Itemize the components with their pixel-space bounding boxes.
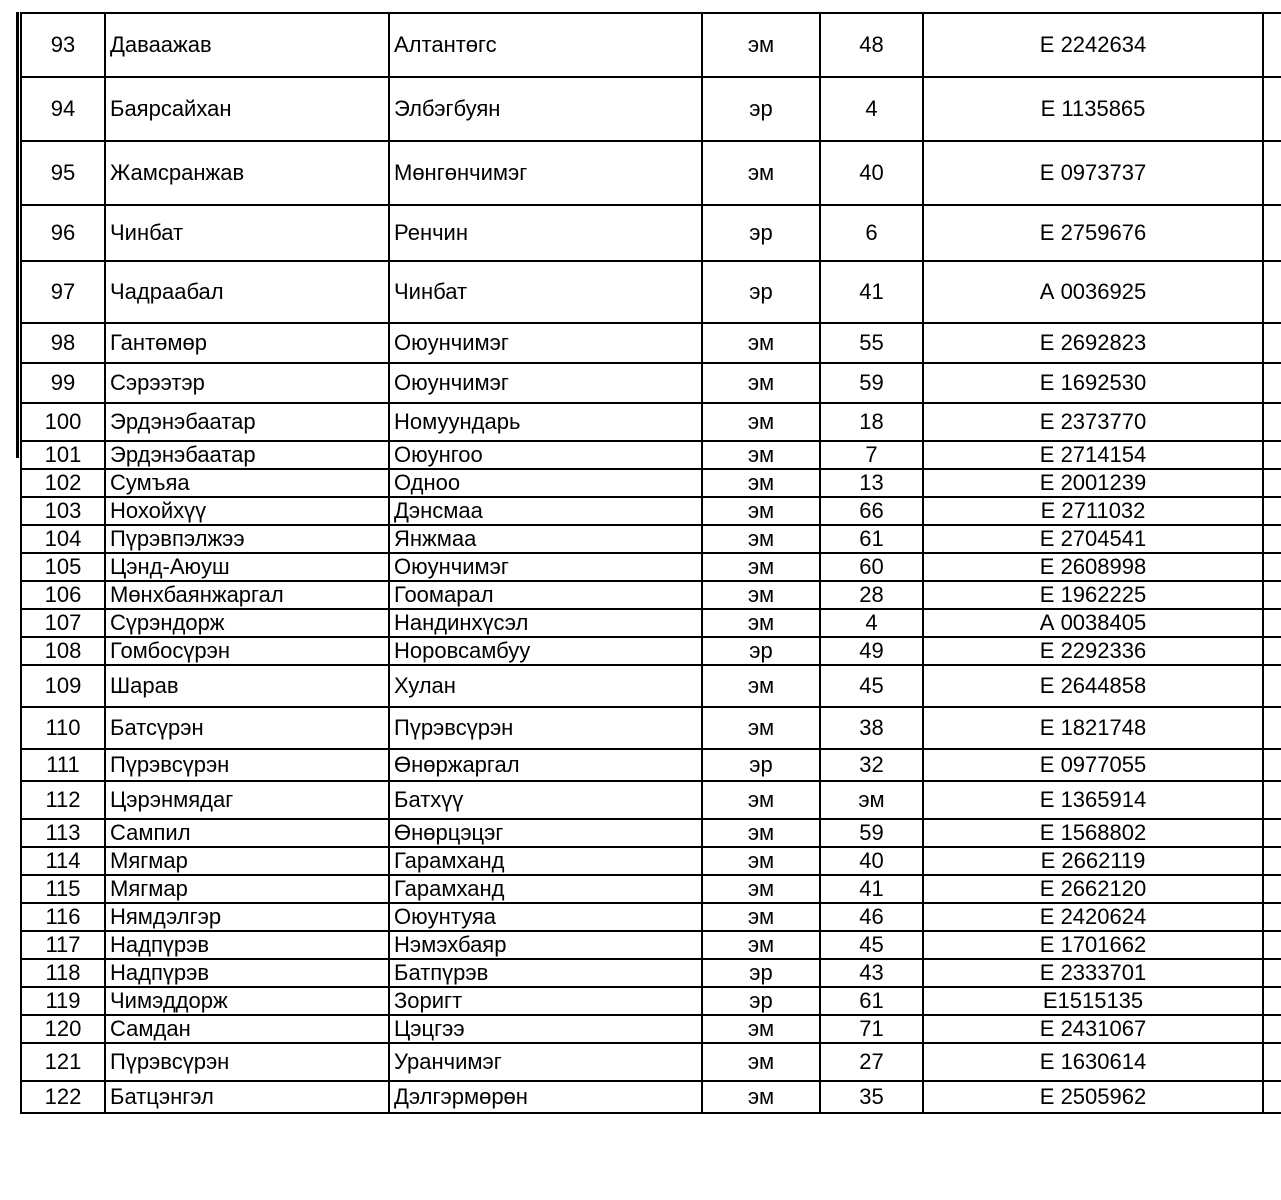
- registration-number-cell: Е 1365914: [923, 781, 1263, 819]
- gender-cell: эм: [702, 323, 820, 363]
- given-name-cell: Чадраабал: [105, 261, 389, 323]
- row-number-cell: 107: [21, 609, 105, 637]
- surname-cell: Зоригт: [389, 987, 702, 1015]
- table-row: [21, 141, 1281, 205]
- registration-number-cell: Е 0973737: [923, 141, 1263, 205]
- age-cell: 40: [820, 141, 923, 205]
- given-name-cell: Сампил: [105, 819, 389, 847]
- registration-number-cell: Е 2644858: [923, 665, 1263, 707]
- given-name-cell: Надпүрэв: [105, 959, 389, 987]
- table-row: [21, 525, 1281, 553]
- trailing-cell: [1263, 525, 1281, 553]
- trailing-cell: [1263, 931, 1281, 959]
- gender-cell: эм: [702, 665, 820, 707]
- gender-cell: эр: [702, 749, 820, 781]
- row-number-cell: 103: [21, 497, 105, 525]
- registration-number-cell: Е 2704541: [923, 525, 1263, 553]
- registration-number-cell: Е 2714154: [923, 441, 1263, 469]
- age-cell: 49: [820, 637, 923, 665]
- surname-cell: Гарамханд: [389, 847, 702, 875]
- surname-cell: Чинбат: [389, 261, 702, 323]
- registration-number-cell: А 0036925: [923, 261, 1263, 323]
- given-name-cell: Цэрэнмядаг: [105, 781, 389, 819]
- trailing-cell: [1263, 875, 1281, 903]
- table-row: [21, 205, 1281, 261]
- registration-number-cell: А 0038405: [923, 609, 1263, 637]
- given-name-cell: Самдан: [105, 1015, 389, 1043]
- given-name-cell: Чимэддорж: [105, 987, 389, 1015]
- age-cell: 71: [820, 1015, 923, 1043]
- gender-cell: эм: [702, 781, 820, 819]
- trailing-cell: [1263, 403, 1281, 441]
- trailing-cell: [1263, 469, 1281, 497]
- row-number-cell: 102: [21, 469, 105, 497]
- row-number-cell: 105: [21, 553, 105, 581]
- given-name-cell: Шарав: [105, 665, 389, 707]
- registration-number-cell: Е 2662120: [923, 875, 1263, 903]
- row-number-cell: 108: [21, 637, 105, 665]
- surname-cell: Норовсамбуу: [389, 637, 702, 665]
- registration-number-cell: Е 2505962: [923, 1081, 1263, 1113]
- table-row: [21, 875, 1281, 903]
- table-row: [21, 781, 1281, 819]
- given-name-cell: Батсүрэн: [105, 707, 389, 749]
- trailing-cell: [1263, 609, 1281, 637]
- gender-cell: эм: [702, 1015, 820, 1043]
- table-row: [21, 609, 1281, 637]
- trailing-cell: [1263, 363, 1281, 403]
- surname-cell: Дэнсмаа: [389, 497, 702, 525]
- gender-cell: эм: [702, 553, 820, 581]
- given-name-cell: Надпүрэв: [105, 931, 389, 959]
- table-row: [21, 441, 1281, 469]
- surname-cell: Нандинхүсэл: [389, 609, 702, 637]
- gender-cell: эр: [702, 959, 820, 987]
- gender-cell: эм: [702, 903, 820, 931]
- gender-cell: эм: [702, 13, 820, 77]
- trailing-cell: [1263, 1043, 1281, 1081]
- age-cell: 43: [820, 959, 923, 987]
- gender-cell: эм: [702, 441, 820, 469]
- surname-cell: Оюунгоо: [389, 441, 702, 469]
- gender-cell: эм: [702, 819, 820, 847]
- surname-cell: Оюунчимэг: [389, 553, 702, 581]
- table-row: [21, 749, 1281, 781]
- registration-number-cell: Е 2420624: [923, 903, 1263, 931]
- given-name-cell: Гантөмөр: [105, 323, 389, 363]
- gender-cell: эр: [702, 205, 820, 261]
- registration-number-cell: Е 2662119: [923, 847, 1263, 875]
- trailing-cell: [1263, 77, 1281, 141]
- registration-number-cell: Е1515135: [923, 987, 1263, 1015]
- given-name-cell: Нямдэлгэр: [105, 903, 389, 931]
- trailing-cell: [1263, 441, 1281, 469]
- given-name-cell: Цэнд-Аюуш: [105, 553, 389, 581]
- surname-cell: Оюунчимэг: [389, 363, 702, 403]
- table-row: [21, 403, 1281, 441]
- surname-cell: Оюунчимэг: [389, 323, 702, 363]
- table-body: [21, 13, 1281, 1113]
- gender-cell: эм: [702, 1043, 820, 1081]
- given-name-cell: Батцэнгэл: [105, 1081, 389, 1113]
- table-row: [21, 931, 1281, 959]
- table-row: [21, 665, 1281, 707]
- gender-cell: эм: [702, 707, 820, 749]
- trailing-cell: [1263, 323, 1281, 363]
- row-number-cell: 122: [21, 1081, 105, 1113]
- surname-cell: Нэмэхбаяр: [389, 931, 702, 959]
- registration-number-cell: Е 2608998: [923, 553, 1263, 581]
- registration-number-cell: Е 1701662: [923, 931, 1263, 959]
- registration-number-cell: Е 1135865: [923, 77, 1263, 141]
- gender-cell: эм: [702, 525, 820, 553]
- given-name-cell: Эрдэнэбаатар: [105, 403, 389, 441]
- row-number-cell: 119: [21, 987, 105, 1015]
- age-cell: 55: [820, 323, 923, 363]
- registration-number-cell: Е 1630614: [923, 1043, 1263, 1081]
- trailing-cell: [1263, 819, 1281, 847]
- surname-cell: Элбэгбуян: [389, 77, 702, 141]
- row-number-cell: 98: [21, 323, 105, 363]
- row-number-cell: 95: [21, 141, 105, 205]
- trailing-cell: [1263, 1081, 1281, 1113]
- age-cell: 27: [820, 1043, 923, 1081]
- registration-number-cell: Е 2292336: [923, 637, 1263, 665]
- trailing-cell: [1263, 959, 1281, 987]
- surname-cell: Дэлгэрмөрөн: [389, 1081, 702, 1113]
- age-cell: 61: [820, 525, 923, 553]
- surname-cell: Гоомарал: [389, 581, 702, 609]
- registration-number-cell: Е 1821748: [923, 707, 1263, 749]
- age-cell: 59: [820, 819, 923, 847]
- registration-number-cell: Е 2431067: [923, 1015, 1263, 1043]
- row-number-cell: 121: [21, 1043, 105, 1081]
- trailing-cell: [1263, 637, 1281, 665]
- table-row: [21, 323, 1281, 363]
- row-number-cell: 113: [21, 819, 105, 847]
- age-cell: 6: [820, 205, 923, 261]
- table-row: [21, 637, 1281, 665]
- row-number-cell: 104: [21, 525, 105, 553]
- row-number-cell: 94: [21, 77, 105, 141]
- given-name-cell: Пүрэвсүрэн: [105, 1043, 389, 1081]
- gender-cell: эм: [702, 141, 820, 205]
- surname-cell: Пүрэвсүрэн: [389, 707, 702, 749]
- given-name-cell: Мөнхбаянжаргал: [105, 581, 389, 609]
- age-cell: 60: [820, 553, 923, 581]
- given-name-cell: Пүрэвпэлжээ: [105, 525, 389, 553]
- age-cell: 66: [820, 497, 923, 525]
- given-name-cell: Даваажав: [105, 13, 389, 77]
- table-row: [21, 261, 1281, 323]
- age-cell: 46: [820, 903, 923, 931]
- table-row: [21, 497, 1281, 525]
- row-number-cell: 101: [21, 441, 105, 469]
- surname-cell: Цэцгээ: [389, 1015, 702, 1043]
- age-cell: 13: [820, 469, 923, 497]
- given-name-cell: Гомбосүрэн: [105, 637, 389, 665]
- age-cell: 45: [820, 665, 923, 707]
- table-row: [21, 987, 1281, 1015]
- row-number-cell: 116: [21, 903, 105, 931]
- row-number-cell: 100: [21, 403, 105, 441]
- age-cell: 45: [820, 931, 923, 959]
- table-row: [21, 1015, 1281, 1043]
- given-name-cell: Пүрэвсүрэн: [105, 749, 389, 781]
- given-name-cell: Эрдэнэбаатар: [105, 441, 389, 469]
- row-number-cell: 114: [21, 847, 105, 875]
- registration-number-cell: Е 2373770: [923, 403, 1263, 441]
- trailing-cell: [1263, 987, 1281, 1015]
- row-number-cell: 97: [21, 261, 105, 323]
- given-name-cell: Сумъяа: [105, 469, 389, 497]
- surname-cell: Батпүрэв: [389, 959, 702, 987]
- gender-cell: эм: [702, 497, 820, 525]
- gender-cell: эр: [702, 261, 820, 323]
- table-row: [21, 1043, 1281, 1081]
- trailing-cell: [1263, 665, 1281, 707]
- gender-cell: эр: [702, 637, 820, 665]
- gender-cell: эм: [702, 609, 820, 637]
- registration-number-cell: Е 2692823: [923, 323, 1263, 363]
- age-cell: 32: [820, 749, 923, 781]
- age-cell: 38: [820, 707, 923, 749]
- document-page: [20, 12, 1281, 1114]
- person-table: [20, 12, 1281, 1114]
- age-cell: 48: [820, 13, 923, 77]
- surname-cell: Оюунтуяа: [389, 903, 702, 931]
- age-cell: 4: [820, 77, 923, 141]
- trailing-cell: [1263, 553, 1281, 581]
- gender-cell: эм: [702, 581, 820, 609]
- trailing-cell: [1263, 13, 1281, 77]
- given-name-cell: Сэрээтэр: [105, 363, 389, 403]
- registration-number-cell: Е 1692530: [923, 363, 1263, 403]
- gender-cell: эм: [702, 931, 820, 959]
- row-number-cell: 110: [21, 707, 105, 749]
- given-name-cell: Мягмар: [105, 875, 389, 903]
- trailing-cell: [1263, 781, 1281, 819]
- gender-cell: эм: [702, 1081, 820, 1113]
- registration-number-cell: Е 1568802: [923, 819, 1263, 847]
- table-row: [21, 77, 1281, 141]
- row-number-cell: 115: [21, 875, 105, 903]
- trailing-cell: [1263, 497, 1281, 525]
- row-number-cell: 109: [21, 665, 105, 707]
- age-cell: 41: [820, 875, 923, 903]
- surname-cell: Одноо: [389, 469, 702, 497]
- trailing-cell: [1263, 1015, 1281, 1043]
- surname-cell: Батхүү: [389, 781, 702, 819]
- table-row: [21, 1081, 1281, 1113]
- registration-number-cell: Е 2333701: [923, 959, 1263, 987]
- table-row: [21, 707, 1281, 749]
- surname-cell: Ренчин: [389, 205, 702, 261]
- trailing-cell: [1263, 205, 1281, 261]
- given-name-cell: Жамсранжав: [105, 141, 389, 205]
- surname-cell: Янжмаа: [389, 525, 702, 553]
- trailing-cell: [1263, 141, 1281, 205]
- registration-number-cell: Е 1962225: [923, 581, 1263, 609]
- trailing-cell: [1263, 707, 1281, 749]
- row-number-cell: 120: [21, 1015, 105, 1043]
- table-row: [21, 847, 1281, 875]
- gender-cell: эм: [702, 403, 820, 441]
- age-cell: 28: [820, 581, 923, 609]
- age-cell: 40: [820, 847, 923, 875]
- given-name-cell: Мягмар: [105, 847, 389, 875]
- table-row: [21, 469, 1281, 497]
- trailing-cell: [1263, 847, 1281, 875]
- surname-cell: Номуундарь: [389, 403, 702, 441]
- gender-cell: эм: [702, 363, 820, 403]
- surname-cell: Гарамханд: [389, 875, 702, 903]
- row-number-cell: 118: [21, 959, 105, 987]
- row-number-cell: 93: [21, 13, 105, 77]
- surname-cell: Алтантөгс: [389, 13, 702, 77]
- row-number-cell: 111: [21, 749, 105, 781]
- table-row: [21, 959, 1281, 987]
- age-cell: 4: [820, 609, 923, 637]
- row-number-cell: 96: [21, 205, 105, 261]
- gender-cell: эм: [702, 469, 820, 497]
- given-name-cell: Сүрэндорж: [105, 609, 389, 637]
- trailing-cell: [1263, 749, 1281, 781]
- registration-number-cell: Е 2759676: [923, 205, 1263, 261]
- age-cell: 18: [820, 403, 923, 441]
- surname-cell: Мөнгөнчимэг: [389, 141, 702, 205]
- table-left-double-border: [16, 12, 19, 458]
- registration-number-cell: Е 2242634: [923, 13, 1263, 77]
- registration-number-cell: Е 0977055: [923, 749, 1263, 781]
- table-row: [21, 819, 1281, 847]
- surname-cell: Өнөрцэцэг: [389, 819, 702, 847]
- given-name-cell: Чинбат: [105, 205, 389, 261]
- age-cell: эм: [820, 781, 923, 819]
- row-number-cell: 112: [21, 781, 105, 819]
- surname-cell: Хулан: [389, 665, 702, 707]
- trailing-cell: [1263, 903, 1281, 931]
- age-cell: 59: [820, 363, 923, 403]
- table-row: [21, 903, 1281, 931]
- age-cell: 41: [820, 261, 923, 323]
- gender-cell: эм: [702, 847, 820, 875]
- gender-cell: эм: [702, 875, 820, 903]
- age-cell: 7: [820, 441, 923, 469]
- row-number-cell: 99: [21, 363, 105, 403]
- given-name-cell: Нохойхүү: [105, 497, 389, 525]
- row-number-cell: 106: [21, 581, 105, 609]
- surname-cell: Өнөржаргал: [389, 749, 702, 781]
- table-row: [21, 363, 1281, 403]
- age-cell: 61: [820, 987, 923, 1015]
- gender-cell: эр: [702, 987, 820, 1015]
- gender-cell: эр: [702, 77, 820, 141]
- surname-cell: Уранчимэг: [389, 1043, 702, 1081]
- registration-number-cell: Е 2711032: [923, 497, 1263, 525]
- trailing-cell: [1263, 261, 1281, 323]
- given-name-cell: Баярсайхан: [105, 77, 389, 141]
- table-row: [21, 553, 1281, 581]
- table-row: [21, 581, 1281, 609]
- registration-number-cell: Е 2001239: [923, 469, 1263, 497]
- trailing-cell: [1263, 581, 1281, 609]
- age-cell: 35: [820, 1081, 923, 1113]
- table-row: [21, 13, 1281, 77]
- row-number-cell: 117: [21, 931, 105, 959]
